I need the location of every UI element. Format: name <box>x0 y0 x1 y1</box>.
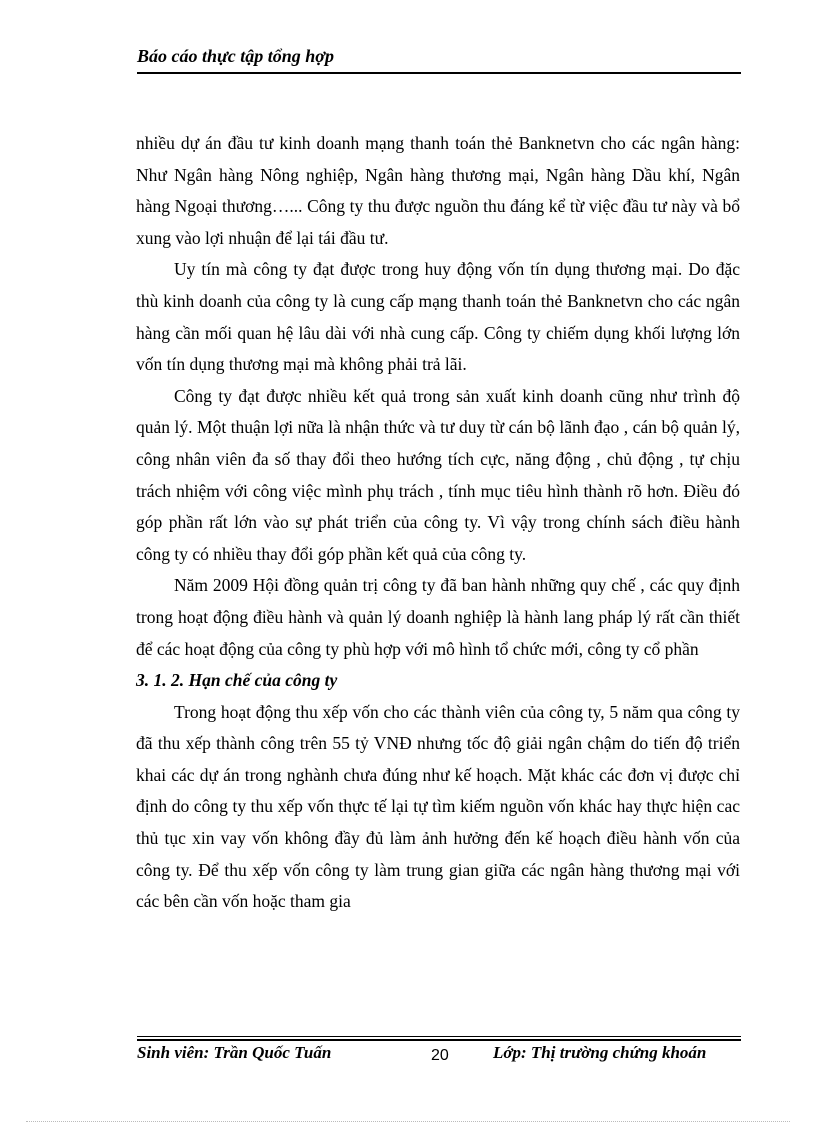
header-rule <box>137 72 741 74</box>
paragraph-2: Uy tín mà công ty đạt được trong huy động vốn tín dụng thương mại. Do đặc thù kinh doanh của công ty là cung cấp mạng thanh toán thẻ Banknetvn cho các ngân hàng cần mối quan hệ lâu dài với nhà cung cấp. Công ty chiếm dụng khối lượng lớn vốn tín dụng thương mại mà không phải trả lãi. <box>136 259 740 375</box>
page-number: 20 <box>431 1047 449 1064</box>
paragraph-3: Công ty đạt được nhiều kết quả trong sản xuất kinh doanh cũng như trình độ quản lý. Một thuận lợi nữa là nhận thức và tư duy từ cán bộ lãnh đạo , cán bộ quản lý, công nhân viên đa số thay đổi theo hướng tích cực, năng động , chủ động , tự chịu trách nhiệm với công việc mình phụ trách , tính mục tiêu hình thành rõ hơn. Điều đó góp phần rất lớn vào sự phát triển của công ty. Vì vậy trong chính sách điều hành công ty có nhiều thay đổi góp phần kết quả của công ty. <box>136 385 740 564</box>
paragraph-4: Năm 2009 Hội đồng quản trị công ty đã ban hành những quy chế , các quy định trong hoạt động điều hành và quản lý doanh nghiệp là hành lang pháp lý rất cần thiết để các hoạt động của công ty phù hợp với mô hình tổ chức mới, công ty cổ phần <box>136 575 740 659</box>
section-paragraph: Trong hoạt động thu xếp vốn cho các thành viên của công ty, 5 năm qua công ty đã thu xếp thành công trên 55 tỷ VNĐ nhưng tốc độ giải ngân chậm do tiến độ triển khai các dự án trong nghành chưa đúng như kế hoạch. Mặt khác các đơn vị được chỉ định do công ty thu xếp vốn thực tế lại tự tìm kiếm nguồn vốn khác hay thực hiện cac thủ tục xin vay vốn không đầy đủ làm ảnh hưởng đến kế hoạch điều hành vốn của công ty. Để thu xếp vốn công ty làm trung gian giữa các ngân hàng thương mại với các bên cần vốn hoặc tham gia <box>136 701 740 912</box>
section-heading: 3. 1. 2. Hạn chế của công ty <box>136 670 338 691</box>
footer-student-name: Sinh viên: Trần Quốc Tuấn <box>137 1043 332 1062</box>
footer-rule-top <box>137 1036 741 1037</box>
document-body <box>136 128 740 918</box>
paragraph-1: nhiều dự án đầu tư kinh doanh mạng thanh toán thẻ Banknetvn cho các ngân hàng: Như Ngân hàng Nông nghiệp, Ngân hàng thương mại, Ngân hàng Dầu khí, Ngân hàng Ngoại thương…... Công ty thu được nguồn thu đáng kể từ việc đầu tư này và bổ xung vào lợi nhuận để lại tái đầu tư. <box>136 133 740 248</box>
footer-rule-bottom <box>137 1039 741 1041</box>
page-edge-divider <box>26 1121 790 1122</box>
page-header-title: Báo cáo thực tập tổng hợp <box>137 46 334 66</box>
footer-class-name: Lớp: Thị trường chứng khoán <box>493 1043 707 1062</box>
